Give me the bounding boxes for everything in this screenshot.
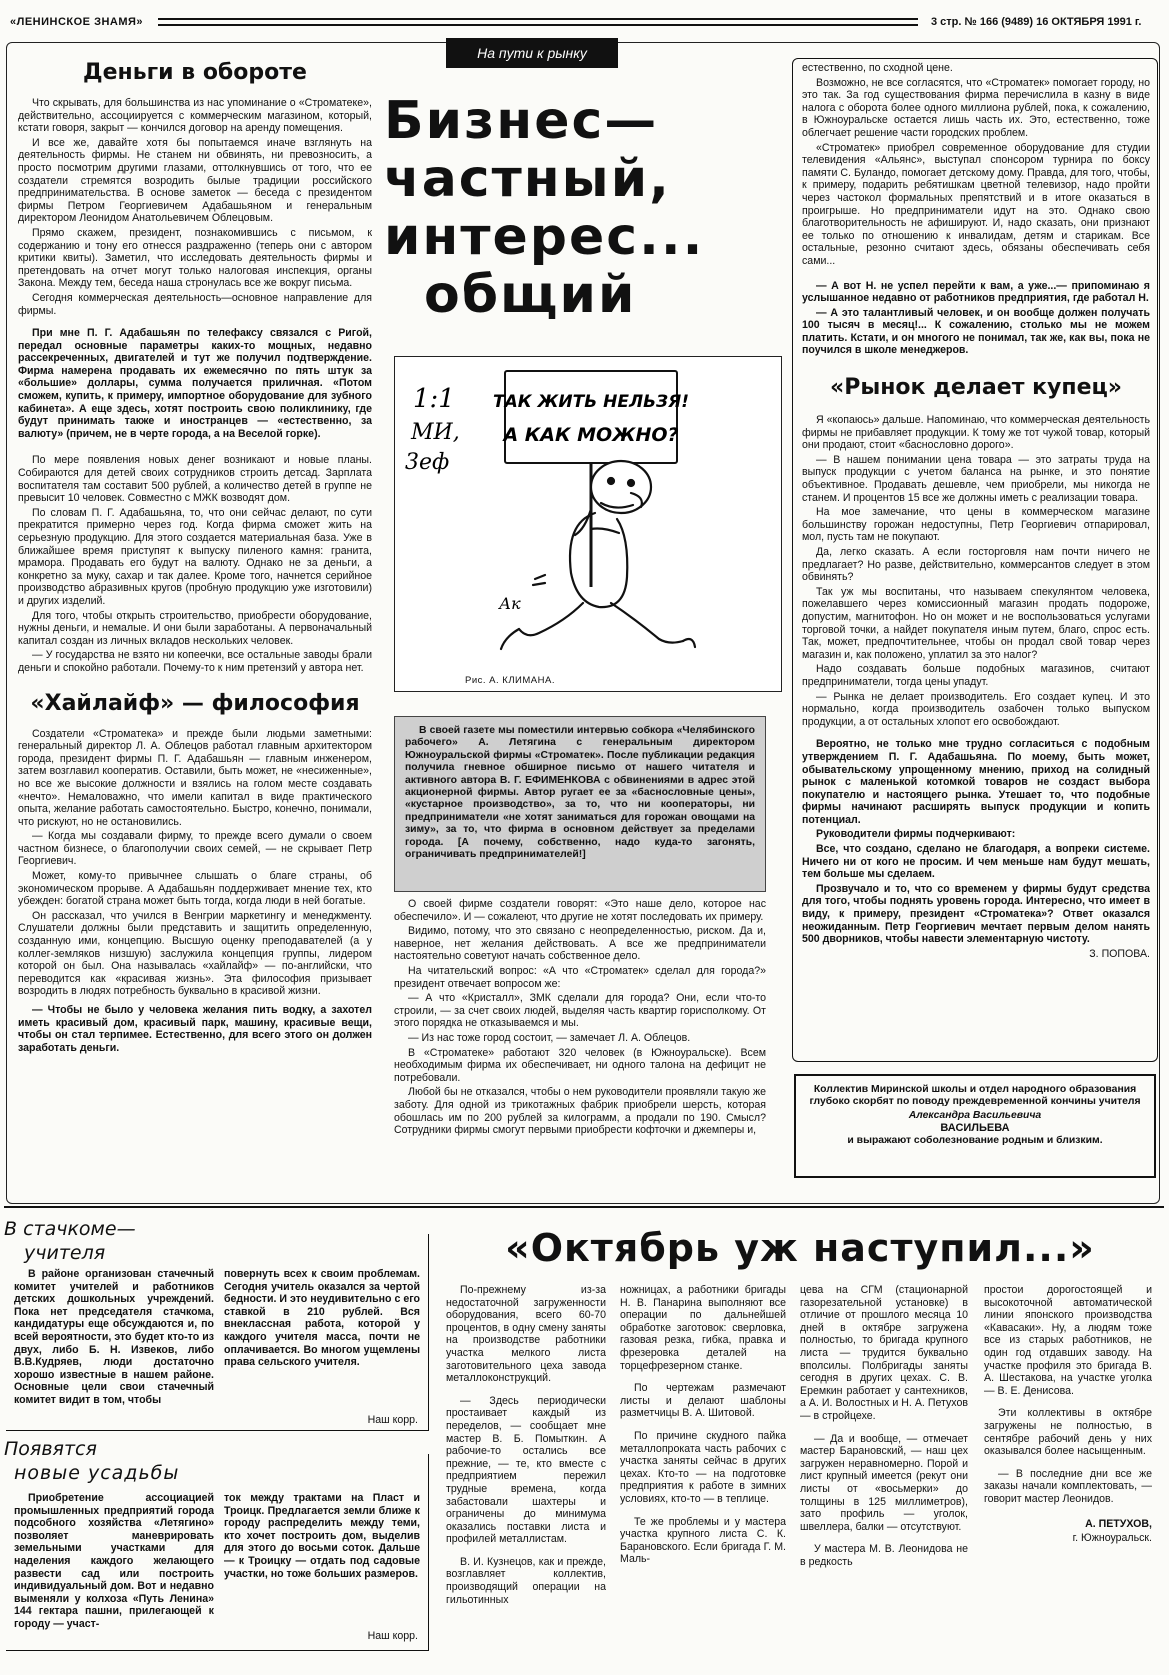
section1-paragraph: Сегодня коммерческая деятельность—основное направление для фирмы. <box>18 291 372 317</box>
october-paragraph: По чертежам размечают листы и делают шаблоны разметчицы В. А. Шитовой. <box>620 1382 786 1420</box>
section1-paragraph: И все же, давайте хотя бы попытаемся иначе взглянуть на деятельность фирмы. Не станем ни обвинять, ни превозносить, а просто посмотрим другими глазами, оттолкнувшись от того, что ее создатели стремятся возродить былые традиции российского предпринимательства. В основе заметок — беседа с президентом фирмы Петром Георгиевичем Адабашьяном и генеральным директором Леонидом Анатольевичем Облецовым. <box>18 136 372 225</box>
october-signature: А. ПЕТУХОВ, <box>1085 1517 1152 1530</box>
october-title: «Октябрь уж наступил...» <box>505 1226 1095 1270</box>
obituary-name-2: ВАСИЛЬЕВА <box>940 1121 1010 1134</box>
editorial-note: В своей газете мы поместили интервью собкора «Челябинского рабочего» А. Летягина с генеральным директором Южноуральской фирмы «Строматек». После публикации редакция получила гневное обширное письмо от нашего читателя и активного автора В. Г. ЕФИМЕНКОВА с обвинениями в адрес этой акционерной фирмы. Автор ругает ее за «баснословные цены», «кустарное производство», за то, что ни кооператоры, ни предприниматели «не хотят заниматься для горожан овощами на зиму», за то, что фирма в основном действует за пределами города. [А почему, собственно, надо куда-то загонять, ограничивать предпринимателей!] <box>405 725 755 861</box>
center-paragraph: — А что «Кристалл», ЗМК сделали для города? Они, если что-то строили, — за счет своих людей, выделяя часть квартир горисполкому. От этого порядка не отказываемся и мы. <box>394 992 766 1030</box>
section1-bold-paragraph: При мне П. Г. Адабашьян по телефаксу связался с Ригой, передал основные параметры каких-то мощных, недавно рассекреченных, двигателей и тут же получил подтверждение. Фирма намерена продавать их ежемесячно по пять штук за «большие» доллары, сумма получается приличная. «Потом сможем, купить, к примеру, импортное оборудование для зубного кабинета». А еще здесь, хотят построить свою поликлинику, где будут принимать также и иностранцев — «естественно, за валюту» (причем, не в черте города, а на Веселой горке). <box>18 327 372 440</box>
strike-col-1 <box>14 1268 214 1428</box>
right-paragraph: Я «копаюсь» дальше. Напоминаю, что коммерческая деятельность фирмы не прибавляет продукции. К тому же тот чужой товар, который они продают, стоит «баснословно дорого». <box>802 414 1150 452</box>
right-column <box>802 62 1150 1058</box>
right-paragraph: Да, легко сказать. А если госторговля нам почти ничего не предлагает? Но разве, действительно, коммерсантов следует в этом обвинять? <box>802 546 1150 584</box>
big-title-line-2: частный, <box>384 149 671 209</box>
strike-heading-1: В стачкоме— <box>4 1218 136 1240</box>
center-paragraph: Видимо, потому, что это связано с неопределенностью, риском. Да и, наверное, нет желания действовать. А все же предприниматели настоятельно советуют начать собственное дело. <box>394 925 766 963</box>
section2-title: «Хайлайф» — философия <box>30 690 360 716</box>
october-col-3 <box>800 1284 968 1672</box>
big-title-line-4: общий <box>424 265 637 325</box>
right-bold-paragraph: — А вот Н. не успел перейти к вам, а уже...— припоминаю я услышанное недавно от работников предприятия, где работал Н. <box>802 279 1150 305</box>
right-paragraph: На мое замечание, что цены в коммерческом магазине большинству горожан недоступны, Петр Георгиевич отпарировал, мол, пусть там не покупают. <box>802 506 1150 544</box>
center-paragraph: О своей фирме создатели говорят: «Это наше дело, которое нас обеспечило». И — сожалеют, что другие не хотят последовать их примеру. <box>394 898 766 923</box>
right-paragraph: Надо создавать больше подобных магазинов, считают предприниматели, тогда цены упадут. <box>802 663 1150 688</box>
cartoon-sign <box>493 371 689 587</box>
author-signature: З. ПОПОВА. <box>1089 947 1150 960</box>
cartoon-scribble-3: 3еф <box>405 450 450 475</box>
cartoon-drawing <box>395 357 781 667</box>
cartoon <box>394 356 782 692</box>
october-paragraph: простои дорогостоящей и высокоточной автоматической линии японского производства «Кавасаки». Ну, а людям тоже все из старых работников, не один год отдавших заводу. На участке профиля это бригада В. А. Шестакова, на участке уголка — В. Е. Денисова. <box>984 1284 1152 1397</box>
big-title <box>384 92 714 342</box>
rubric-label: На пути к рынку <box>477 45 587 61</box>
section1-title: Деньги в обороте <box>83 60 307 85</box>
strike-heading-2: учителя <box>24 1242 106 1264</box>
section1-paragraph: По мере появления новых денег возникают и новые планы. Собираются для детей своих сотрудников строить детсад. Зарплата воспитателя там составит 500 рублей, а количество детей в группе не превысит 10 человек. Совместно с МЖК возводят дом. <box>18 454 372 505</box>
section1-paragraph: Что скрывать, для большинства из нас упоминание о «Строматеке», действительно, ассоциируется с коммерческим магазином, который, кстати говоря, закрыт — кончился договор на аренду помещения. <box>18 97 372 135</box>
right-bold-paragraph: Вероятно, не только мне трудно согласиться с подобным утверждением П. Г. Адабашьяна. По моему, быть может, обывательскому упрощенному мнению, приход на солидный рынок с маленькой котомкой товаров не создаст выбора покупателю и настоящего рынка. Утешает то, что подобные фирмы начинают расширять выпуск продукции и копить потенциал. <box>802 738 1150 826</box>
october-paragraph: ножницах, а работники бригады Н. В. Панарина выполняют все операции по дальнейшей обработке заготовок: сверловка, газовая резка, гибка, правка и фрезеровка деталей на торцефрезерном станке. <box>620 1284 786 1372</box>
estates-heading-2: новые усадьбы <box>14 1462 180 1484</box>
right-bold-paragraph: — А это талантливый человек, и он вообще должен получать 100 тысяч в месяц!... К сожалению, столько мы не можем платить. Кстати, и он многого не понимал, так же, как вы, пока не поучился в школе менеджеров. <box>802 306 1150 357</box>
left-column <box>18 56 372 1196</box>
estates-signature: Наш корр. <box>367 1630 418 1642</box>
obituary-condolences: и выражают соболезнование родным и близким. <box>847 1134 1103 1146</box>
masthead <box>6 12 1166 32</box>
october-paragraph: — Здесь периодически простаивает каждый из переделов, — сообщает мне мастер В. Б. Помыткин. А рабочие-то остались все прежние, — те, кто вместе с предприятием пережил трудные времена, когда забастовали шахтеры и ограничены до минимума оказались поставки листа и профилей металлистам. <box>446 1394 606 1546</box>
strike-text: повернуть всех к своим проблемам. Сегодня учитель оказался за чертой бедности. И это неудивительно с его ставкой в 210 рублей. Вся внеклассная работа, которой у каждого учителя масса, почти не оплачивается. Во многом ущемлены права сельского учителя. <box>224 1268 420 1369</box>
right-bold-paragraph: Прозвучало и то, что со временем у фирмы будут средства для того, чтобы поднять уровень города. Интересно, что имеет в виду, к примеру, президент «Строматека»? Ответ оказался неожиданным. Петр Георгиевич мечтает первым делом нанять 500 дворников, чтобы навести элементарную чистоту. <box>802 882 1150 946</box>
obituary-text: Коллектив Миринской школы и отдел народного образования глубоко скорбят по поводу преждевременной кончины учителя <box>809 1084 1141 1108</box>
october-paragraph: цева на СГМ (стационарной газорезательной установке) в отличие от прошлого месяца 10 дней в октябре загружена полностью, то бригада крупного листа — трудится буквально вполсилы. Полбригады заняты сегодня в других цехах. С. В. Еремкин работает у сантехников, а А. И. Волостных и Н. А. Петухов — в стройцехе. <box>800 1284 968 1422</box>
section2-paragraph: — Когда мы создавали фирму, то прежде всего думали о своем частном бизнесе, о благополучии своих семей, — не скрывает Петр Георгиевич. <box>18 830 372 868</box>
right-paragraph: Так уж мы воспитаны, что называем спекулянтом человека, пожелавшего через комиссионный магазин продать подороже, допустим, магнитофон. Но он может и не воспользоваться услугами торговой точки, а найдет покупателя иным путем, благо, спрос есть. Так, может, предпочтительнее, чтобы он продал свой товар через магазин и, как положено, уплатил за это налог? <box>802 585 1150 661</box>
october-paragraph: — Да и вообще, — отмечает мастер Барановский, — наш цех загружен неравномерно. Порой и лист крупный имеется (рекут они листы от «восьмерки» до толщины в 125 миллиметров), зато профиль — уголок, швеллера, балки — отсутствуют. <box>800 1432 968 1533</box>
right-paragraph: — В нашем понимании цена товара — это затраты труда на выпуск продукции с учетом баланса на рынке, и это понятие объективное. Продавать дешевле, чем приобрели, мы никогда не станем. И процентов 15 все же должны иметь с реализации товара. <box>802 453 1150 504</box>
estates-text: Приобретение ассоциацией промышленных предприятий города подсобного хозяйства «Летягино» позволяет маневрировать земельными участками для наделения каждого желающего развести сад или построить индивидуальный дом. Вот и недавно выменяли у колхоза «Путь Ленина» 144 гектара пашни, прилегающей к городу — участ- <box>14 1492 214 1630</box>
section1-paragraph: По словам П. Г. Адабашьяна, то, что они сейчас делают, по сути прекратится примерно через год. Когда фирма сможет жить на серьезную продукцию. Для этого создается материальная база. Уже в ближайшее время приступят к выпуску пиленого камня: гранита, мрамора. Продавать его будут на валюту. Однако не за деньги, а конкретно за муку, сахар и так далее. Кроме того, начнется серийное производство абразивных кругов (пробную продукцию уже изготовили) и других изделий. <box>18 506 372 607</box>
october-col-2 <box>620 1284 786 1672</box>
right-bold-paragraph: Все, что создано, сделано не благодаря, а вопреки системе. Ничего ни от кого не просим. И чем меньше нам будут мешать, тем больше мы сделаем. <box>802 843 1150 881</box>
october-paragraph: Эти коллективы в октябре загружены не полностью, в сентябре рабочий день у них оказывался более насыщенным. <box>984 1407 1152 1458</box>
estates-col-2 <box>224 1492 420 1646</box>
editorial-note-box <box>394 716 766 892</box>
center-paragraph: Любой бы не отказался, чтобы о нем руководители проявляли такую же заботу. Для одной из трикотажных фабрик приобрели шерсть, которая обошлась им по 200 рублей за килограмм, а продали по 190. Смысл? Сотрудники фирмы смогут первыми приобрести кофточки и джемперы и, <box>394 1086 766 1137</box>
big-title-line-1: Бизнес— <box>384 91 659 151</box>
section2-paragraph: Может, кому-то привычнее слышать о благе страны, об экономическом прорыве. А Адабашьян поддерживает мнение тех, кто убежден: богатой страна может быть тогда, когда люди в ней богатые. <box>18 870 372 908</box>
right-paragraph: естественно, по сходной цене. <box>802 62 953 74</box>
section-divider <box>4 1206 1164 1208</box>
right-paragraph: Возможно, не все согласятся, что «Строматек» помогает городу, но это так. За год существования фирма перечислила в казну в виде налога с оборота более одного миллиона рублей, пока, к сожалению, в Южноуральске остается лишь часть их. Это, естественно, тоже облегчает решение части городских проблем. <box>802 76 1150 139</box>
obituary-name-1: Александра Васильевича <box>908 1109 1042 1121</box>
right-paragraph: «Строматек» приобрел современное оборудование для студии телевидения «Альянс», выступал спонсором турнира по боксу памяти С. Буландо, помогает детскому дому. Правда, для того, чтобы, к примеру, подарить ребятишкам цветной телевизор, надо пройти через частокол формальных препятствий и в итоге оказаться в проигрыше. Но предприниматели идут на это. Однако свою благотворительность не афишируют. И, надо сказать, они признают ее только по отношению к инвалидам, детям и старикам. Все остальные, резонно считают здесь, обязаны обеспечивать себя сами... <box>802 141 1150 267</box>
center-paragraph: В «Строматеке» работают 320 человек (в Южноуральске). Всем необходимым фирма их обеспечивает, ни одного талона на дефицит не потребовали. <box>394 1046 766 1084</box>
october-paragraph: По-прежнему из-за недостаточной загруженности оборудования, всего 60-70 процентов, в одну смену заняты на производстве работники участка мелкого листа заготовительного цеха завода металлоконструкций. <box>446 1284 606 1385</box>
cartoon-scribble-1: 1:1 <box>413 384 455 414</box>
section1-paragraph: Для того, чтобы открыть строительство, приобрести оборудование, нужны деньги, и немалые. И они были заработаны. А первоначальный капитал создан из личных вкладов нескольких человек. <box>18 609 372 647</box>
issue-line: 3 стр. № 166 (9489) 16 ОКТЯБРЯ 1991 г. <box>931 16 1142 28</box>
cartoon-figure <box>501 461 695 649</box>
center-paragraph: На читательский вопрос: «А что «Строматек» сделал для города?» президент отвечает вопросом же: <box>394 964 766 990</box>
october-col-1 <box>446 1284 606 1672</box>
section1-paragraph: — У государства не взято ни копеечки, все остальные заводы брали деньги и спокойно работали. Почему-то к ним претензий у автора нет. <box>18 649 372 674</box>
october-paragraph: В. И. Кузнецов, как и прежде, возглавляет коллектив, производящий операции на гильотинных <box>446 1555 606 1606</box>
strike-text: В районе организован стачечный комитет учителей и работников детских дошкольных учреждений. Пока нет председателя стачкома, кандидатуры еще обсуждаются и, по всей вероятности, это будет кто-то из двух, либо Б. Н. Извеков, либо В.В.Кудряев, люди достаточно хорошо известные в нашем районе. Основные цели свои стачечный комитет видит в том, чтобы <box>14 1268 214 1406</box>
section2-paragraph: Он рассказал, что учился в Венгрии маркетингу и менеджменту. Слушатели должны были представить и защитить определенную, созданную ими, концепцию. Высшую оценку преподавателей (а у коллег-земляков низшую) заслужила концепция группы, лидером которой он был. Она называлась «хайлайф» — по-английски, что переводится как «красивая жизнь». Эта философия призывает возродить в людях потребность буквально в красивой жизни. <box>18 909 372 998</box>
paper-name: «ЛЕНИНСКОЕ ЗНАМЯ» <box>10 16 144 28</box>
cartoon-sign-line-1: ТАК ЖИТЬ НЕЛЬЗЯ! <box>493 392 689 412</box>
section2-bold-paragraph: — Чтобы не было у человека желания пить водку, а захотел иметь красивый дом, красивый парк, машину, красивые вещи, чтобы он стал терпимее. Естественно, для всего этого он должен заработать деньги. <box>18 1004 372 1054</box>
rubric-box <box>446 38 618 68</box>
october-paragraph: — В последние дни все же заказы начали комплектовать, — говорит мастер Леонидов. <box>984 1467 1152 1505</box>
october-place: г. Южноуральск. <box>1072 1531 1152 1544</box>
masthead-rule <box>158 18 918 26</box>
svg-text:Ак: Ак <box>499 594 521 613</box>
cartoon-sign-line-2: А КАК МОЖНО? <box>503 424 679 446</box>
october-paragraph: У мастера М. В. Леонидова не в редкость <box>800 1543 968 1568</box>
cartoon-caption: Рис. А. КЛИМАНА. <box>465 675 555 686</box>
october-paragraph: По причине скудного пайка металлопроката часть рабочих с участка заняты сейчас в других цехах. Кто-то — на подготовке предприятия к работе в зимних условиях, кто-то — в теплице. <box>620 1429 786 1505</box>
october-col-4 <box>984 1284 1152 1672</box>
cartoon-scribble-2: МИ, <box>411 420 460 445</box>
section2-paragraph: Создатели «Строматека» и прежде были людьми заметными: генеральный директор Л. А. Облецов работал главным архитектором города, президент фирмы П. Г. Адабашьян — главным инженером, затем возглавил кооператив. Оставили, быть может, не «несиженные», но все же высокие должности и взялись на голом месте создавать «нечто». Немаловажно, что имели капитал в виде практического опыта, желание работать самостоятельно. Быстро, конечно, понимали, что рискуют, но не остановились. <box>18 727 372 828</box>
obituary-box <box>794 1074 1156 1178</box>
section1-paragraph: Прямо скажем, президент, познакомившись с письмом, к содержанию и тону его отнесся раздраженно (теперь они с автором критики квиты). Заметил, что исследовать деятельность фирмы и претендовать на отчет могут только налоговая инспекция, органы Закона. Между тем, беседа наша стронулась все же вокруг письма. <box>18 226 372 290</box>
right-paragraph: — Рынка не делает производитель. Его создает купец. И это нормально, когда производитель озабочен только выпуском продукции, а от остальных хлопот его освобождают. <box>802 690 1150 728</box>
strike-col-2 <box>224 1268 420 1428</box>
center-column <box>394 898 766 1198</box>
right-section-title: «Рынок делает купец» <box>829 375 1123 401</box>
estates-text: ток между трактами на Пласт и Троицк. Предлагается земли ближе к городу распределить между теми, кто хочет построить дом, выделив для этого до восьми соток. Дальше — к Троицку — отдать под садовые участки, но тоже больших размеров. <box>224 1492 420 1580</box>
center-paragraph: — Из нас тоже город состоит, — замечает Л. А. Облецов. <box>408 1031 691 1044</box>
strike-signature: Наш корр. <box>367 1414 418 1426</box>
october-paragraph: Те же проблемы и у мастера участка крупного листа С. К. Барановского. Если бригада Г. М. Маль- <box>620 1515 786 1566</box>
estates-heading-1: Появятся <box>4 1438 97 1460</box>
estates-col-1 <box>14 1492 214 1642</box>
right-bold-paragraph: Руководители фирмы подчеркивают: <box>816 828 1016 841</box>
big-title-line-3: интерес... <box>384 207 705 267</box>
